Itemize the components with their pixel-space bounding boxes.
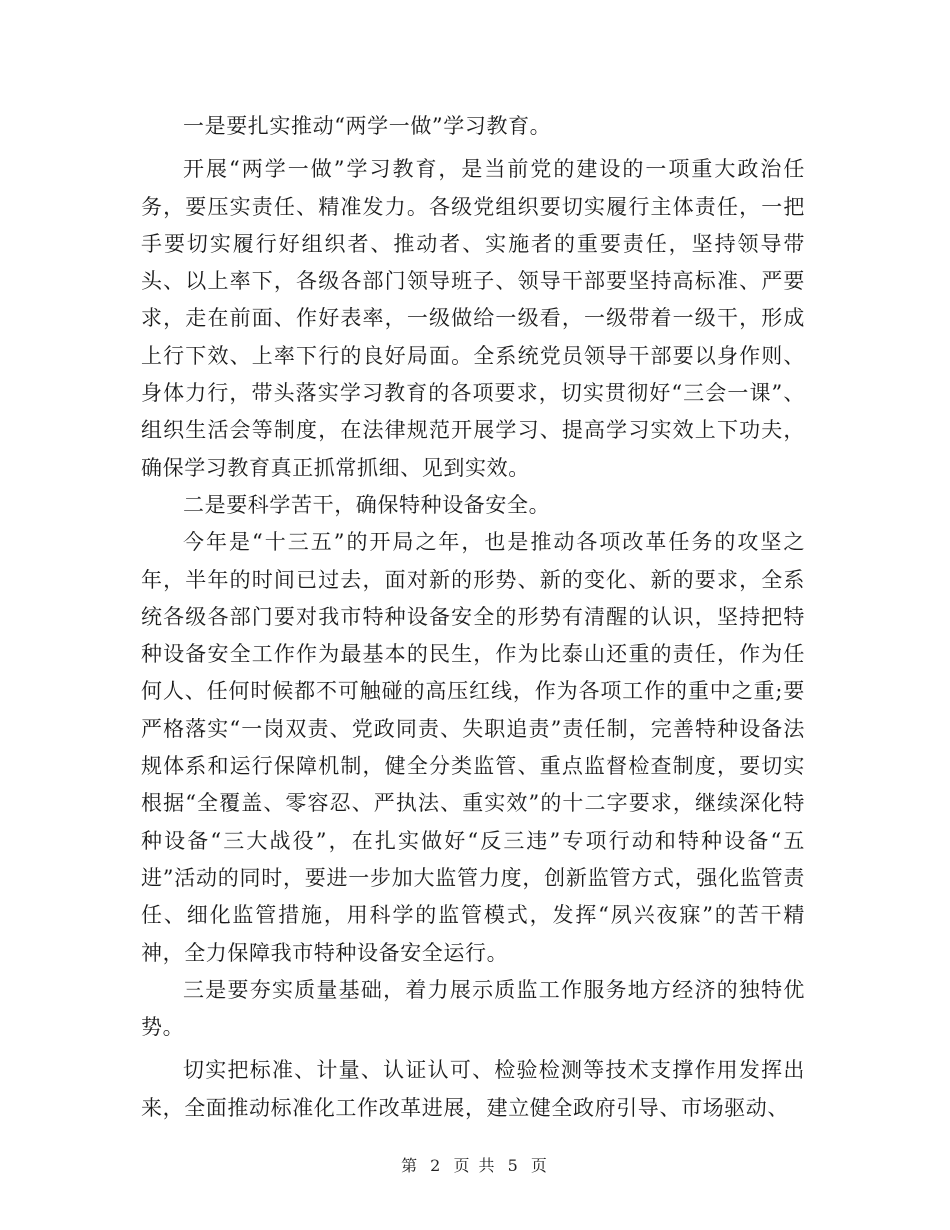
- document-body: [141, 108, 805, 1127]
- footer-total-pages: 5: [507, 1156, 520, 1175]
- footer-prefix: 第: [401, 1156, 420, 1175]
- body-paragraph-2: 今年是“十三五”的开局之年，也是推动各项改革任务的攻坚之年，半年的时间已过去，面对新的形势、新的变化、新的要求，全系统各级各部门要对我市特种设备安全的形势有清醒的认识，坚持把特种设备安全工作作为最基本的民生，作为比泰山还重的责任，作为任何人、任何时候都不可触碰的高压红线，作为各项工作的重中之重;要严格落实“一岗双责、党政同责、失职追责”责任制，完善特种设备法规体系和运行保障机制，健全分类监管、重点监督检查制度，要切实根据“全覆盖、零容忍、严执法、重实效”的十二字要求，继续深化特种设备“三大战役”，在扎实做好“反三违”专项行动和特种设备“五进”活动的同时，要进一步加大监管力度，创新监管方式，强化监管责任、细化监管措施，用科学的监管模式，发挥“夙兴夜寐”的苦干精神，全力保障我市特种设备安全运行。: [141, 530, 805, 965]
- body-paragraph-1: 开展“两学一做”学习教育，是当前党的建设的一项重大政治任务，要压实责任、精准发力。各级党组织要切实履行主体责任，一把手要切实履行好组织者、推动者、实施者的重要责任，坚持领导带头、以上率下，各级各部门领导班子、领导干部要坚持高标准、严要求，走在前面、作好表率，一级做给一级看，一级带着一级干，形成上行下效、上率下行的良好局面。全系统党员领导干部要以身作则、身体力行，带头落实学习教育的各项要求，切实贯彻好“三会一课”、组织生活会等制度，在法律规范开展学习、提高学习实效上下功夫，确保学习教育真正抓常抓细、见到实效。: [141, 157, 805, 480]
- heading-paragraph-2: 二是要科学苦干，确保特种设备安全。: [183, 492, 551, 517]
- footer-suffix: 页: [530, 1156, 549, 1175]
- page-footer: [0, 1153, 950, 1176]
- heading-paragraph-3: 三是要夯实质量基础，着力展示质监工作服务地方经济的独特优势。: [141, 977, 805, 1040]
- heading-paragraph-1: 一是要扎实推动“两学一做”学习教育。: [183, 114, 552, 138]
- body-paragraph-3: 切实把标准、计量、认证认可、检验检测等技术支撑作用发挥出来，全面推动标准化工作改革进展，建立健全政府引导、市场驱动、: [141, 1058, 805, 1120]
- footer-middle: 页 共: [453, 1156, 497, 1175]
- footer-page-number: 2: [430, 1156, 443, 1175]
